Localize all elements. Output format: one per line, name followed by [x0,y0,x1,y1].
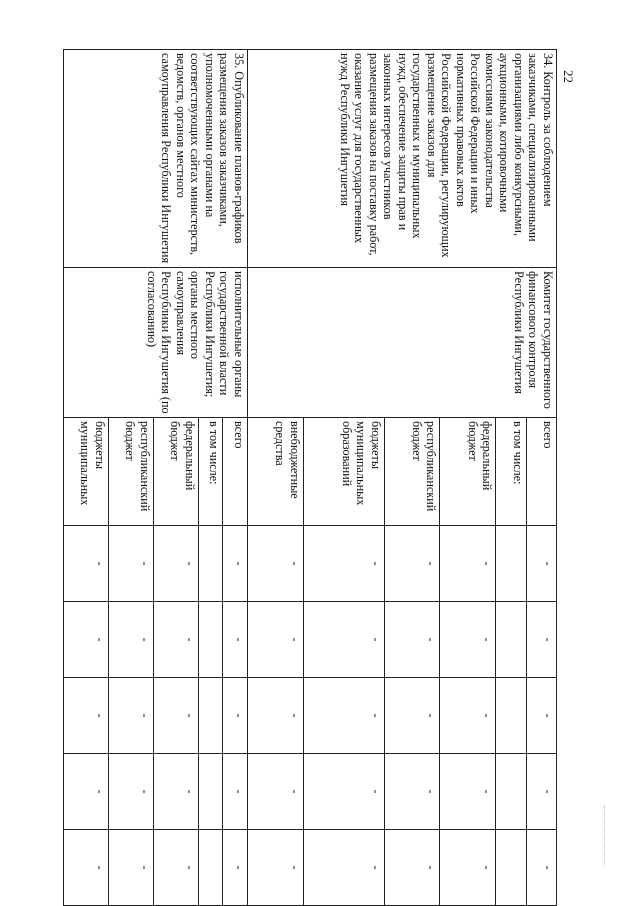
value-cell [198,830,223,906]
value-cell: - [384,754,440,830]
executor-cell: исполнительные органы государственной власти Республики Ингушетия; органы местного самоуправления Республики Ингушетия (по согласованию) [64,268,248,418]
value-cell: - [384,678,440,754]
page-number: 22 [561,70,576,83]
value-cell: - [440,678,496,754]
value-cell [198,526,223,602]
value-cell: - [223,678,248,754]
funding-source-cell: всего [223,418,248,526]
value-cell: - [247,678,303,754]
funding-source-cell: республиканский бюджет [384,418,440,526]
executor-cell: Комитет государственного финансового контроля Республики Ингушетия [247,268,556,418]
value-cell: - [153,526,198,602]
value-cell: - [108,678,153,754]
value-cell: - [440,830,496,906]
value-cell: - [303,754,384,830]
value-cell: - [303,602,384,678]
value-cell: - [108,602,153,678]
value-cell: - [153,754,198,830]
value-cell: - [223,526,248,602]
funding-source-cell: всего [526,418,556,526]
value-cell: - [384,830,440,906]
value-cell: - [440,754,496,830]
funding-source-cell: федеральный бюджет [153,418,198,526]
value-cell: - [526,754,556,830]
funding-source-cell: республиканский бюджет [108,418,153,526]
value-cell [496,602,526,678]
value-cell: - [64,602,109,678]
funding-source-cell: в том числе: [198,418,223,526]
value-cell: - [526,526,556,602]
value-cell: - [223,830,248,906]
value-cell [198,754,223,830]
value-cell: - [153,602,198,678]
value-cell: - [526,602,556,678]
value-cell: - [440,526,496,602]
value-cell [198,678,223,754]
value-cell: - [108,526,153,602]
value-cell: - [108,754,153,830]
value-cell: - [247,602,303,678]
table-body [64,50,557,906]
funding-source-cell: бюджеты муниципальных образований [303,418,384,526]
value-cell: - [247,754,303,830]
value-cell: - [223,754,248,830]
table-row [223,50,248,906]
rotated-page-content [63,49,557,905]
table-row [526,50,556,906]
item-cell: 34. Контроль за соблюдением заказчиками, специализированными организациями либо конкурсными, аукционными, котировочными комиссиями законодательства Российской Федерации и иных нормативных правовых актов Российской Федерации, регулирующих размещение заказов для государственных и муниципальных нужд, обеспечение защиты прав и законных интересов участников размещения заказов на поставку работ, оказание услуг для государственных нужд Республики Ингушетия [247,50,556,268]
value-cell: - [384,526,440,602]
value-cell: - [247,526,303,602]
value-cell: - [526,830,556,906]
item-cell: 35. Опубликование планов-графиков размещения заказов заказчиками, уполномоченными органами на соответствующих сайтах министерств, ведомств, органов местного самоуправления Республики Ингушетия [64,50,248,268]
value-cell: - [223,602,248,678]
funding-source-cell: федеральный бюджет [440,418,496,526]
value-cell: - [303,526,384,602]
program-table [63,49,557,906]
value-cell: - [64,754,109,830]
funding-source-cell: в том числе: [496,418,526,526]
value-cell [198,602,223,678]
value-cell: - [303,678,384,754]
value-cell: - [64,678,109,754]
value-cell [496,830,526,906]
value-cell [496,678,526,754]
funding-source-cell: бюджеты муниципальных [64,418,109,526]
value-cell: - [64,526,109,602]
value-cell: - [153,678,198,754]
value-cell [496,754,526,830]
value-cell: - [526,678,556,754]
value-cell: - [384,602,440,678]
value-cell [496,526,526,602]
value-cell: - [64,830,109,906]
value-cell: - [440,602,496,678]
funding-source-cell: внебюджетные средства [247,418,303,526]
value-cell: - [153,830,198,906]
value-cell: - [303,830,384,906]
value-cell: - [247,830,303,906]
value-cell: - [108,830,153,906]
scan-artifact [604,806,615,866]
